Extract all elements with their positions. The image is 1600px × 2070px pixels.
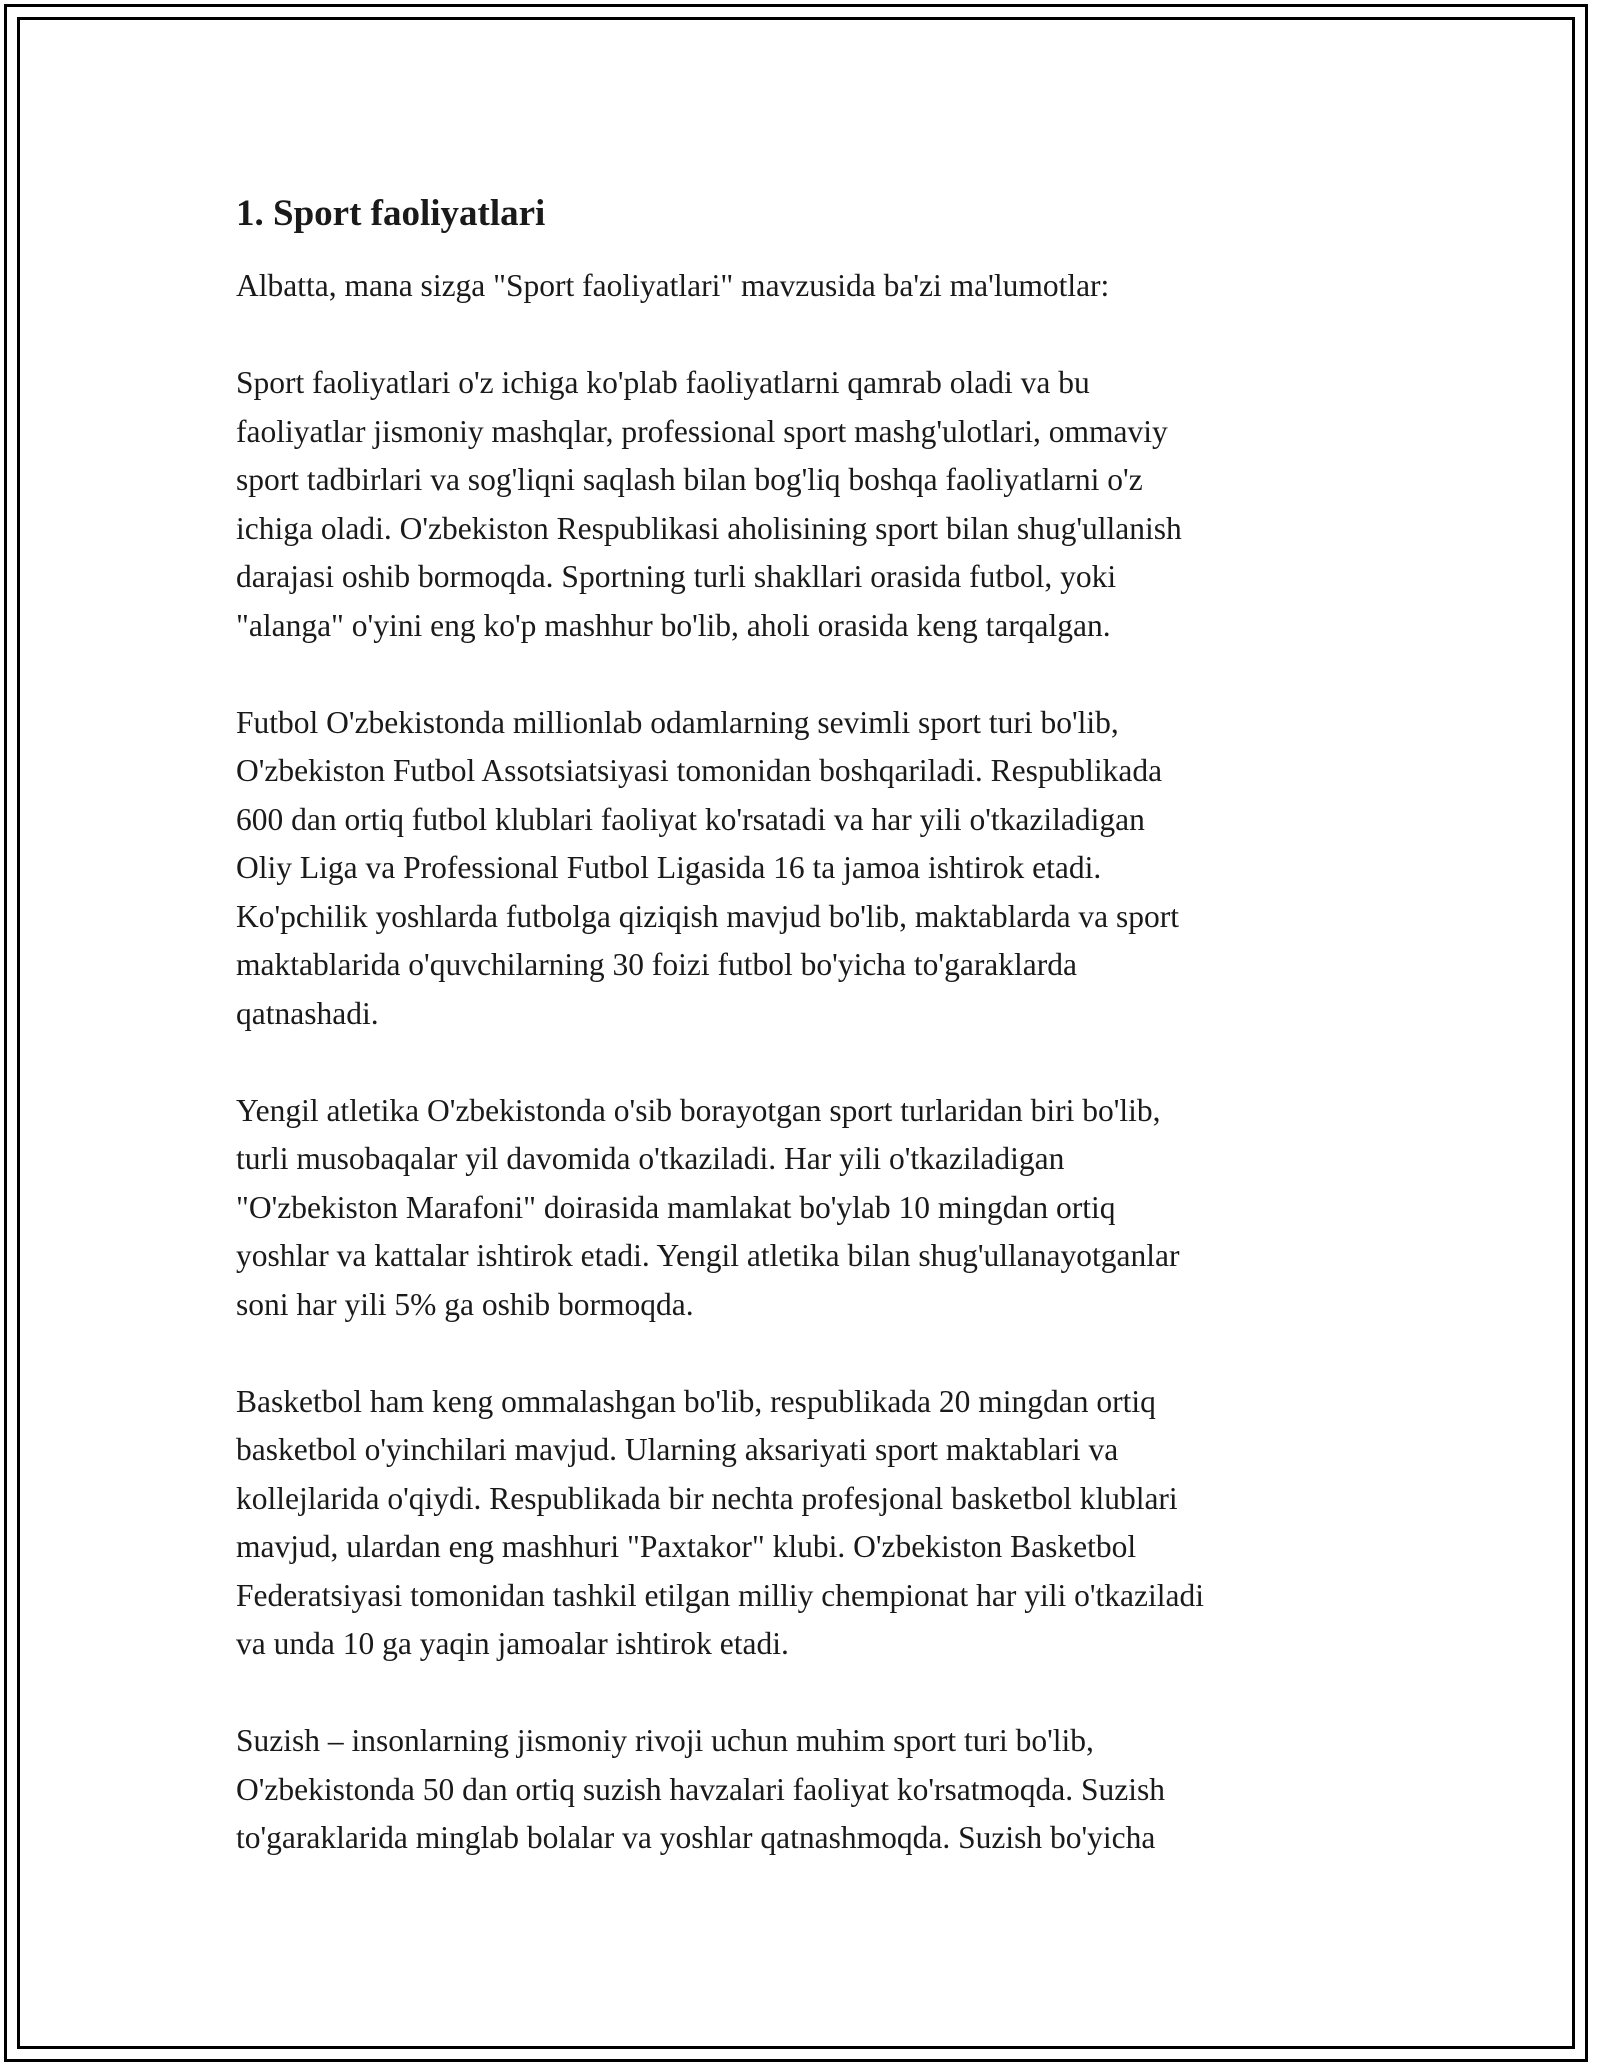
document-title: 1. Sport faoliyatlari <box>236 193 546 234</box>
paragraph-line: faoliyatlar jismoniy mashqlar, professional sport mashg'ulotlari, ommaviy <box>236 413 1168 449</box>
paragraph-line: O'zbekiston Futbol Assotsiatsiyasi tomonidan boshqariladi. Respublikada <box>236 753 1163 788</box>
paragraph-line: Basketbol ham keng ommalashgan bo'lib, respublikada 20 mingdan ortiq <box>236 1383 1156 1419</box>
paragraph-athletics <box>236 1087 1396 1330</box>
paragraph-line: qatnashadi. <box>236 995 379 1031</box>
paragraph-line: basketbol o'yinchilari mavjud. Ularning aksariyati sport maktablari va <box>236 1432 1119 1467</box>
paragraph-line: "O'zbekiston Marafoni" doirasida mamlakat bo'ylab 10 mingdan ortiq <box>236 1189 1116 1225</box>
paragraph-line: Ko'pchilik yoshlarda futbolga qiziqish mavjud bo'lib, maktablarda va sport <box>236 898 1180 934</box>
paragraph-line: to'garaklarida minglab bolalar va yoshlar qatnashmoqda. Suzish bo'yicha <box>236 1820 1156 1855</box>
paragraph-line: sport tadbirlari va sog'liqni saqlash bilan bog'liq boshqa faoliyatlarni o'z <box>236 462 1143 497</box>
paragraph-line: 600 dan ortiq futbol klublari faoliyat ko'rsatadi va har yili o'tkaziladigan <box>236 801 1145 837</box>
paragraph-line: Suzish – insonlarning jismoniy rivoji uchun muhim sport turi bo'lib, <box>236 1723 1094 1758</box>
document-body <box>236 186 1396 1911</box>
paragraph-basketball <box>236 1378 1396 1669</box>
paragraph-sport-overview <box>236 359 1396 650</box>
paragraph-football <box>236 699 1396 1039</box>
paragraph-line: va unda 10 ga yaqin jamoalar ishtirok etadi. <box>236 1626 789 1661</box>
paragraph-swimming <box>236 1717 1396 1863</box>
paragraph-line: O'zbekistonda 50 dan ortiq suzish havzalari faoliyat ko'rsatmoqda. Suzish <box>236 1771 1166 1807</box>
paragraph-line: turli musobaqalar yil davomida o'tkaziladi. Har yili o'tkaziladigan <box>236 1141 1065 1176</box>
paragraph-line: Albatta, mana sizga "Sport faoliyatlari" mavzusida ba'zi ma'lumotlar: <box>236 268 1110 303</box>
paragraph-line: Futbol O'zbekistonda millionlab odamlarning sevimli sport turi bo'lib, <box>236 704 1119 740</box>
paragraph-line: Yengil atletika O'zbekistonda o'sib borayotgan sport turlaridan biri bo'lib, <box>236 1092 1161 1128</box>
paragraph-line: ichiga oladi. O'zbekiston Respublikasi aholisining sport bilan shug'ullanish <box>236 510 1182 546</box>
paragraph-line: Oliy Liga va Professional Futbol Ligasida 16 ta jamoa ishtirok etadi. <box>236 850 1102 885</box>
paragraph-line: soni har yili 5% ga oshib bormoqda. <box>236 1286 694 1322</box>
paragraph-line: yoshlar va kattalar ishtirok etadi. Yengil atletika bilan shug'ullanayotganlar <box>236 1238 1180 1273</box>
paragraph-intro <box>236 262 1396 311</box>
paragraph-line: mavjud, ulardan eng mashhuri "Paxtakor" klubi. O'zbekiston Basketbol <box>236 1529 1137 1564</box>
paragraph-line: maktablarida o'quvchilarning 30 foizi futbol bo'yicha to'garaklarda <box>236 947 1077 982</box>
paragraph-line: Federatsiyasi tomonidan tashkil etilgan milliy chempionat har yili o'tkaziladi <box>236 1577 1204 1613</box>
paragraph-line: kollejlarida o'qiydi. Respublikada bir nechta profesjonal basketbol klublari <box>236 1480 1178 1516</box>
paragraph-line: "alanga" o'yini eng ko'p mashhur bo'lib, aholi orasida keng tarqalgan. <box>236 607 1111 643</box>
paragraph-line: darajasi oshib bormoqda. Sportning turli shakllari orasida futbol, yoki <box>236 559 1117 594</box>
paragraph-line: Sport faoliyatlari o'z ichiga ko'plab faoliyatlarni qamrab oladi va bu <box>236 365 1090 400</box>
